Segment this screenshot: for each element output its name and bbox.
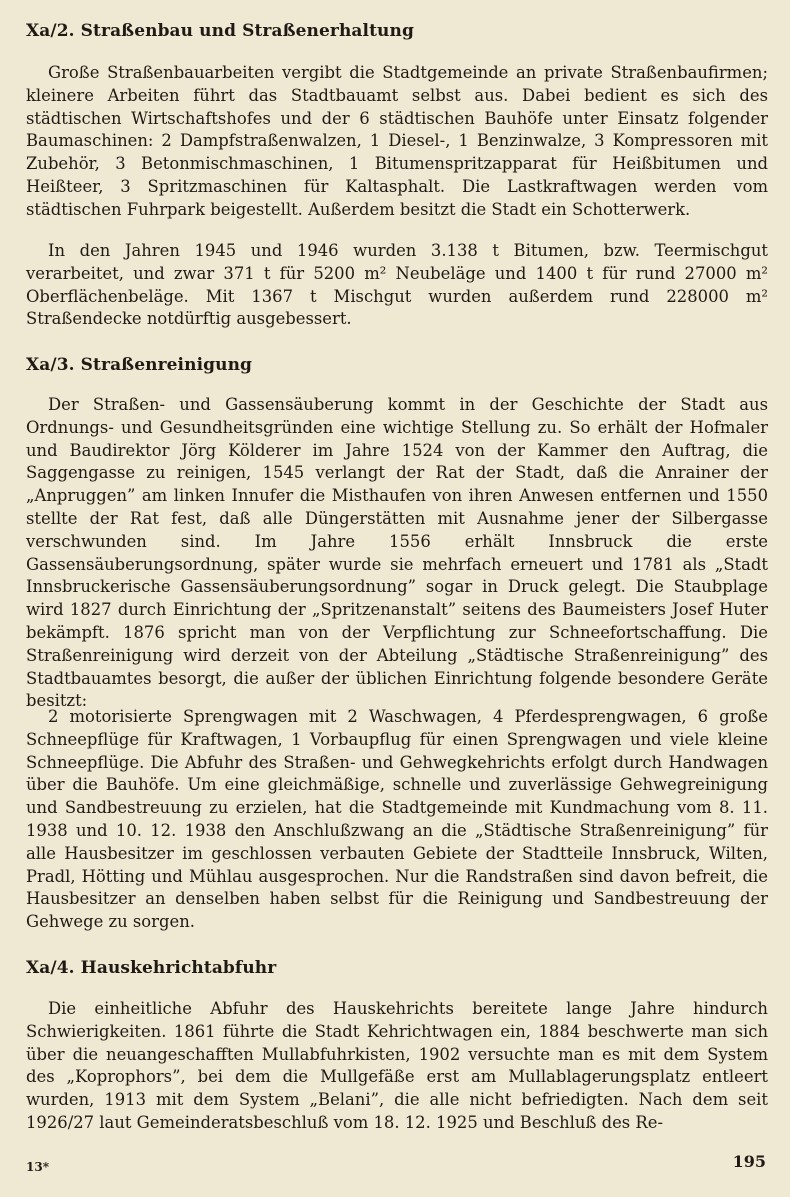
paragraph: In den Jahren 1945 und 1946 wurden 3.138 t Bitumen, bzw. Teermischgut verarbeitet, und zwar 371 t für 5200 m² Neubeläge und 1400 t für rund 27000 m² Oberflächenbeläge. Mit 1367 t Mischgut wurden außerdem rund 228000 m² Straßendecke notdürftig ausgebessert. [26,241,768,329]
paragraph: Große Straßenbauarbeiten vergibt die Stadtgemeinde an private Straßenbaufirmen; kleinere Arbeiten führt das Stadtbauamt selbst aus. Dabei bedient es sich des städtischen Wirtschaftshofes und der 6 städtischen Bauhöfe unter Einsatz folgender Baumaschinen: 2 Dampfstraßenwalzen, 1 Diesel-, 1 Benzinwalze, 3 Kompressoren mit Zubehör, 3 Betonmischmaschinen, 1 Bitumenspritzapparat für Heißbitumen und Heißteer, 3 Spritzmaschinen für Kaltasphalt. Die Lastkraftwagen werden vom städtischen Fuhrpark beigestellt. Außerdem besitzt die Stadt ein Schotterwerk. [26,63,768,219]
paragraph: Die einheitliche Abfuhr des Hauskehrichts bereitete lange Jahre hindurch Schwierigkeiten. 1861 führte die Stadt Kehrichtwagen ein, 1884 beschwerte man sich über die neuangeschafften Mullabfuhrkisten, 1902 versuchte man es mit dem System des „Koprophors”, bei dem die Mullgefäße erst am Mullablagerungsplatz entleert wurden, 1913 mit dem System „Belani”, die alle nicht befriedigten. Nach dem seit 1926/27 laut Gemeinderatsbeschluß vom 18. 12. 1925 und Beschluß des Re- [26,999,768,1132]
paragraph: 2 motorisierte Sprengwagen mit 2 Waschwagen, 4 Pferdesprengwagen, 6 große Schneepflüge für Kraftwagen, 1 Vorbaupflug für einen Sprengwagen und viele kleine Schneepflüge. Die Abfuhr des Straßen- und Gehwegkehrichts erfolgt durch Handwagen über die Bauhöfe. Um eine gleichmäßige, schnelle und zuverlässige Gehwegreinigung und Sandbestreuung zu erzielen, hat die Stadtgemeinde mit Kundmachung vom 8. 11. 1938 und 10. 12. 1938 den Anschlußzwang an die „Städtische Straßenreinigung” für alle Hausbesitzer im geschlossen verbauten Gebiete der Stadtteile Innsbruck, Wilten, Pradl, Hötting und Mühlau ausgesprochen. Nur die Randstraßen sind davon befreit, die Hausbesitzer an denselben haben selbst für die Reinigung und Sandbestreuung der Gehwege zu sorgen. [26,707,768,932]
section-heading-strassenreinigung: Xa/3. Straßenreinigung [26,355,253,375]
printer-signature: 13* [26,1160,49,1174]
paragraph: Der Straßen- und Gassensäuberung kommt in der Geschichte der Stadt aus Ordnungs- und Gesundheitsgründen eine wichtige Stellung zu. So erhält der Hofmaler und Baudirektor Jörg Kölderer im Jahre 1524 von der Kammer den Auftrag, die Saggengasse zu reinigen, 1545 verlangt der Rat der Stadt, daß die Anrainer der „Anpruggen” am linken Innufer die Misthaufen von ihren Anwesen entfernen und 1550 stellte der Rat fest, daß alle Düngerstätten mit Ausnahme jener der Silbergasse verschwunden sind. Im Jahre 1556 erhält Innsbruck die erste Gassensäuberungsordnung, später wurde sie mehrfach erneuert und 1781 als „Stadt Innsbruckerische Gassensäuberungsordnung” sogar in Druck gelegt. Die Staubplage wird 1827 durch Einrichtung der „Spritzenanstalt” seitens des Baumeisters Josef Huter bekämpft. 1876 spricht man von der Verpflichtung zur Schneefortschaffung. Die Straßenreinigung wird derzeit von der Abteilung „Städtische Straßenreinigung” des Stadtbauamtes besorgt, die außer der üblichen Einrichtung folgende besondere Geräte besitzt: [26,395,768,711]
page-number: 195 [732,1152,766,1171]
section-heading-hauskehrichtabfuhr: Xa/4. Hauskehrichtabfuhr [26,958,277,978]
section-heading-strassenbau: Xa/2. Straßenbau und Straßenerhaltung [26,21,414,41]
